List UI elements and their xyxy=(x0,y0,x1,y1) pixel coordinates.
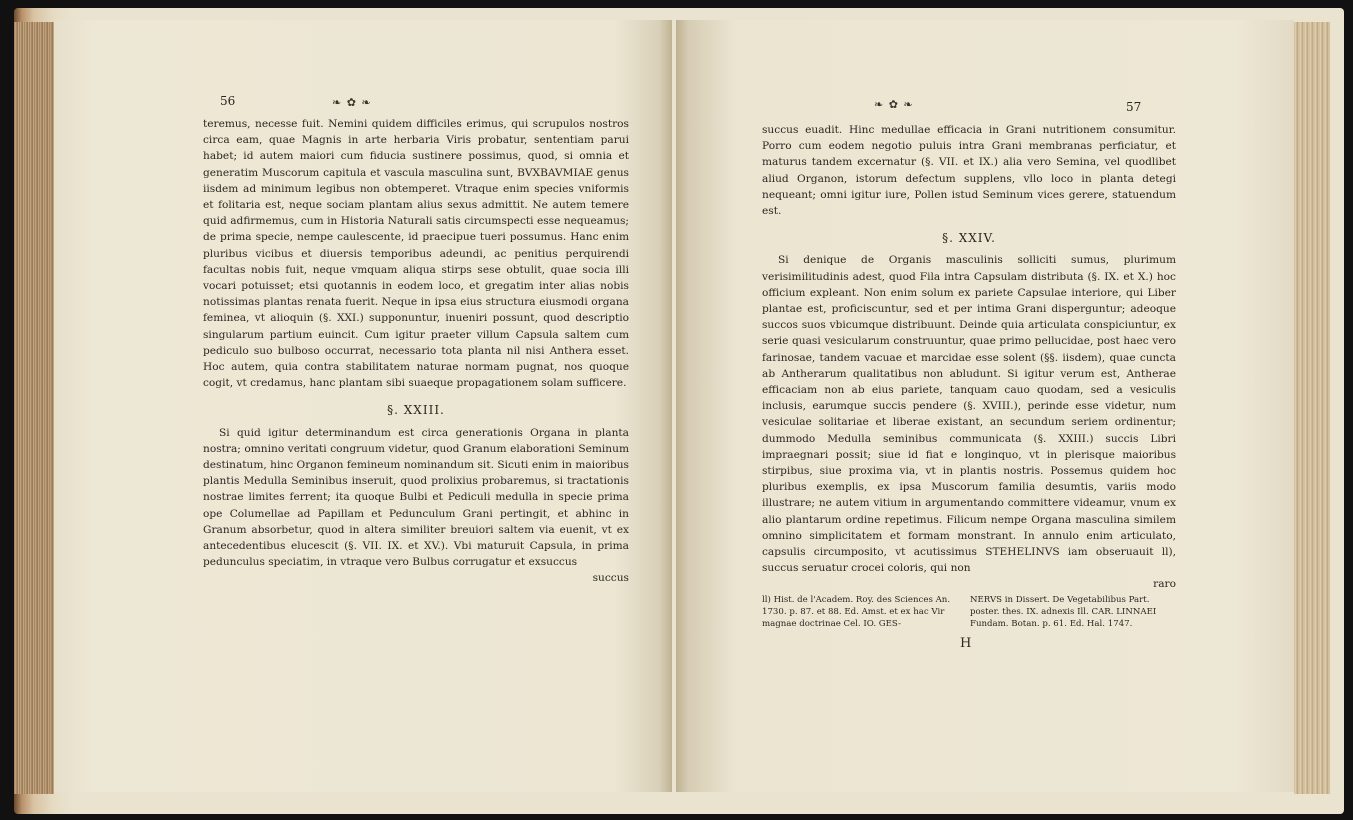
catchword: succus xyxy=(592,572,629,585)
footnote-right: NERVS in Dissert. De Vegetabilibus Part. poster. thes. IX. adnexis Ill. CAR. LINNAEI Fundam. Botan. p. 61. Ed. Hal. 1747. xyxy=(970,595,1157,629)
right-text-block xyxy=(762,122,1176,593)
paragraph: teremus, necesse fuit. Nemini quidem difficiles erimus, qui scrupulos nostros circa eam, quae Magnis in arte herbaria Viris probatur, sententiam parui habet; id autem maiori cum fiducia sustinere possimus, quod, si omnia et generatim Muscorum capitula et vascula masculina sunt, BVXBAVMIAE genus iisdem ad minimum legibus non obtemperet. Vtraque enim species vniformis et folitaria est, neque sociam plantam alius sexus admittit. Ne autem temere quid adfirmemus, cum in Historia Naturali satis circumspecti esse nequeamus; de prima specie, nempe caulescente, id praecipue tueri possumus. Hanc enim pluribus vicibus et diuersis temporibus adeundi, ac penitius perquirendi facultas nobis fuit, neque vmquam aliqua stirps sese obtulit, quae socia illi vocari potuisset; etsi quotannis in eodem loco, et gregatim inter alias nobis notissimas plantas renata fuerit. Neque in ipsa eius structura eiusmodi organa feminea, vt alioquin (§. XXI.) supponuntur, inueniri possunt, quod descriptio singularum partium euincit. Cum igitur praeter villum Capsula saltem cum pediculo suo bulboso occurrat, necessario tota planta nil nisi Anthera esset. Hoc autem, quia contra stabilitatem naturae normam pugnat, nos quoque cogit, vt credamus, hanc plantam sibi suaeque propagationem solam sufficere. xyxy=(203,118,629,390)
header-ornament: ❧ ✿ ❧ xyxy=(332,96,372,109)
left-page xyxy=(54,20,672,792)
page-number: 56 xyxy=(220,94,236,108)
left-text-block xyxy=(203,116,629,587)
footnote-left: ll) Hist. de l'Academ. Roy. des Sciences An. 1730. p. 87. et 88. Ed. Amst. et ex hac Vir magnae doctrinae Cel. IO. GES- xyxy=(762,595,951,629)
right-page xyxy=(676,20,1294,792)
paragraph: Si denique de Organis masculinis solliciti sumus, plurimum verisimilitudinis adest, quod Fila intra Capsulam distributa (§. IX. et X.) hoc officium expleant. Non enim solum ex pariete Capsulae interiore, qui Liber plantae est, proficiscuntur, sed et per intima Grani disperguntur; adeoque succos suos vbicumque distribuunt. Deinde quia articulata conspiciuntur, ex serie quasi vesicularum construuntur, quae primo pellucidae, post haec vero farinosae, tandem vacuae et marcidae esse solent (§§. iisdem), quae cuncta ab Antherarum qualitatibus non abludunt. Si igitur verum est, Antherae efficaciam non ab eius pariete, tanquam cauo quodam, sed a vesiculis inclusis, earumque succis pendere (§. XVIII.), perinde esse videtur, num vesiculae solitariae et liberae existant, an secundum seriem ordinentur; dummodo Medulla seminibus communicata (§. XXIII.) succis Libri impraegnari possit; siue id fiat e longinquo, vt in plerisque maioribus stirpibus, siue proxima via, vt in plantis nostris. Possemus quidem hoc pluribus exemplis, ex ipsa Muscorum familia desumtis, variis modo illustrare; ne autem vitium in argumentando committere videamur, vnum ex alio plantarum ordine repetimus. Filicum nempe Organa masculina similem omnino simplicitatem et formam monstrant. In annulo enim articulato, capsulis circumposito, vt acutissimus STEHELINVS iam obseruauit ll), succus seruatur crocei coloris, qui non xyxy=(762,254,1176,575)
paragraph: succus euadit. Hinc medullae efficacia in Grani nutritionem consumitur. Porro cum eodem negotio puluis intra Grani membranas perficiatur, et maturus tandem excernatur (§. VII. et IX.) alia vero Semina, vel quodlibet aliud Organon, istorum defectum supplens, vllo loco in planta detegi nequeant; omni igitur iure, Pollen istud Seminum vices gerere, statuendum est. xyxy=(762,124,1176,218)
paragraph: Si quid igitur determinandum est circa generationis Organa in planta nostra; omnino veritati congruum videtur, quod Granum elaborationi Seminum destinatum, hinc Organon femineum nominandum sit. Sicuti enim in maioribus plantis Medulla Seminibus inseruit, quod prolixius probaremus, si tractationis nostrae limites ferrent; ita quoque Bulbi et Pediculi medulla in specie prima ope Columellae ad Papillam et Pedunculum Grani pertingit, et abhinc in Granum absorbetur, quod in altera similiter breuiori saltem via euenit, vt ex antecedentibus elucescit (§. VII. IX. et XV.). Vbi maturuit Capsula, in prima pedunculus speciatim, in vtraque vero Bulbus corrugatur et exsuccus xyxy=(203,426,629,569)
header-ornament: ❧ ✿ ❧ xyxy=(874,98,914,111)
catchword: raro xyxy=(1153,578,1176,591)
book-edge-right xyxy=(1294,22,1330,794)
section-title: §. XXIII. xyxy=(387,403,445,418)
page-number: 57 xyxy=(1126,100,1142,114)
section-title: §. XXIV. xyxy=(942,231,996,246)
signature-mark: H xyxy=(960,636,972,651)
book-edge-left xyxy=(14,22,54,794)
